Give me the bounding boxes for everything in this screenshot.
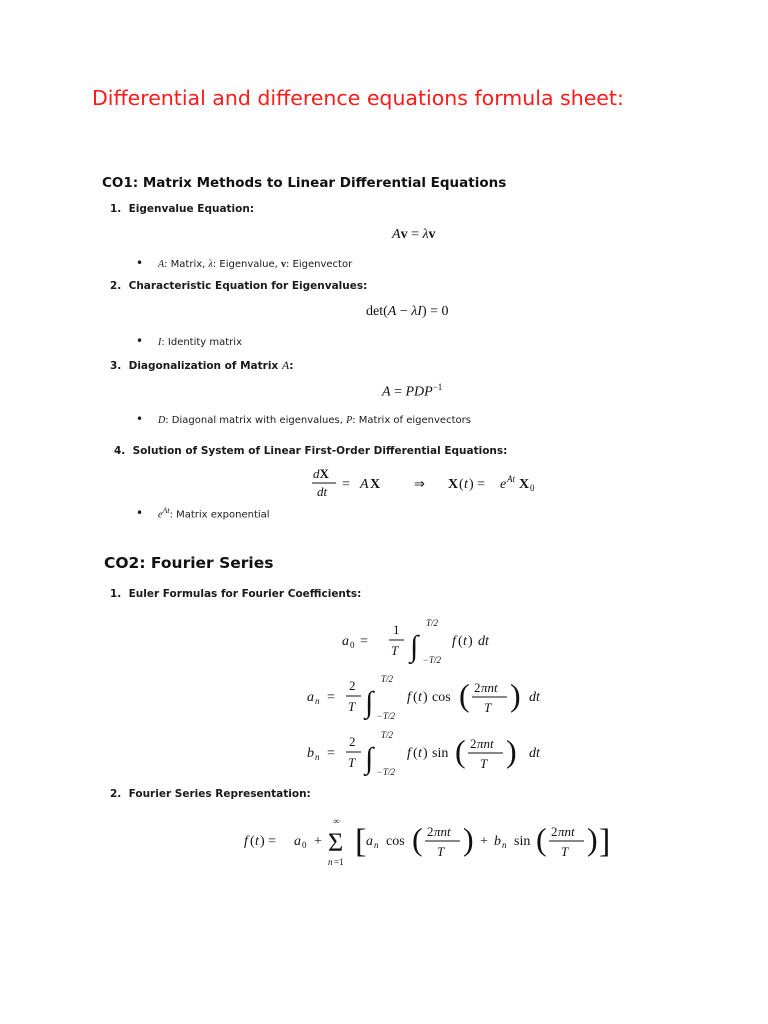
svg-text:+: + <box>314 834 322 849</box>
svg-text:T: T <box>561 844 569 859</box>
svg-text:=: = <box>342 477 350 492</box>
svg-text:): ) <box>510 677 521 713</box>
svg-text:2: 2 <box>551 824 558 839</box>
diagonalization-equation: $A = PDP^{-1}$ <box>382 382 443 400</box>
characteristic-equation: det(A − λI) = 0 <box>366 304 449 319</box>
svg-text:dt: dt <box>529 746 540 761</box>
svg-text:sin: sin <box>514 834 531 849</box>
svg-text:a: a <box>294 834 301 849</box>
svg-text:=: = <box>327 746 335 761</box>
item-label: Solution of System of Linear First-Order Differential Equations: <box>132 445 508 457</box>
svg-text:2: 2 <box>349 734 356 749</box>
svg-text:n: n <box>502 840 507 850</box>
item-label: Fourier Series Representation: <box>128 788 311 800</box>
co2-item-1 <box>110 588 361 600</box>
co1-bullet-4: • $e^{At}$: Matrix exponential <box>136 506 270 521</box>
svg-text:t: t <box>255 834 259 849</box>
svg-text:∞: ∞ <box>333 816 340 826</box>
eigenvalue-equation: Av = λv <box>392 227 436 242</box>
svg-text:(: ( <box>413 746 418 761</box>
svg-text:(: ( <box>459 477 464 492</box>
svg-text:dt: dt <box>478 634 489 649</box>
svg-text:t: t <box>418 690 422 705</box>
svg-text:[: [ <box>355 823 367 860</box>
svg-text:): ) <box>506 733 517 769</box>
svg-text:−: − <box>377 767 383 777</box>
svg-text:): ) <box>463 821 474 857</box>
co1-item-2 <box>110 280 367 292</box>
svg-text:⇒: ⇒ <box>414 476 425 491</box>
svg-text:πnt: πnt <box>434 824 451 839</box>
svg-text:(: ( <box>458 634 463 649</box>
svg-text:πnt: πnt <box>481 680 498 695</box>
svg-text:∫: ∫ <box>365 742 374 775</box>
item-number: 1. <box>110 588 122 600</box>
svg-text:∫: ∫ <box>410 630 419 663</box>
item-number: 2. <box>110 280 122 292</box>
svg-text:T/2: T/2 <box>383 767 396 777</box>
svg-text:∫: ∫ <box>365 686 374 719</box>
svg-text:t: t <box>418 746 422 761</box>
svg-text:T: T <box>437 844 445 859</box>
item-label: Euler Formulas for Fourier Coefficients: <box>128 588 362 600</box>
svg-text:+: + <box>480 834 488 849</box>
svg-text:sin: sin <box>432 746 449 761</box>
item-number: 4. <box>114 445 126 457</box>
an-formula <box>305 668 555 724</box>
svg-text:=: = <box>327 690 335 705</box>
svg-text:2: 2 <box>470 736 477 751</box>
svg-text:0: 0 <box>302 840 307 850</box>
svg-text:f: f <box>407 746 411 761</box>
svg-text:dt: dt <box>529 690 540 705</box>
svg-text:T/2: T/2 <box>429 655 442 665</box>
svg-text:1: 1 <box>393 622 400 637</box>
fourier-series-formula <box>242 812 617 872</box>
svg-text:): ) <box>587 821 598 857</box>
svg-text:): ) <box>423 746 428 761</box>
co1-item-1 <box>110 203 254 215</box>
svg-text:X: X <box>448 477 459 492</box>
svg-text:T/2: T/2 <box>381 730 394 740</box>
svg-text:): ) <box>423 690 428 705</box>
svg-text:cos: cos <box>386 834 405 849</box>
co1-heading: CO1: Matrix Methods to Linear Differential Equations <box>102 175 507 191</box>
co1-bullet-1: • A: Matrix, λ: Eigenvalue, v: Eigenvector <box>136 256 353 270</box>
svg-text:n: n <box>374 840 379 850</box>
svg-text:T/2: T/2 <box>426 618 439 628</box>
svg-text:) =: ) = <box>260 834 277 849</box>
svg-text:dX: dX <box>313 466 329 481</box>
svg-text:T/2: T/2 <box>381 674 394 684</box>
svg-text:b: b <box>307 746 314 761</box>
svg-text:n: n <box>315 696 320 706</box>
svg-text:t: t <box>463 634 467 649</box>
svg-text:b: b <box>494 834 501 849</box>
svg-text:f: f <box>407 690 411 705</box>
svg-text:(: ( <box>250 834 255 849</box>
page-title: Differential and difference equations formula sheet: <box>92 86 624 110</box>
svg-text:dt: dt <box>317 484 328 499</box>
svg-text:cos: cos <box>432 690 451 705</box>
svg-text:t: t <box>464 477 468 492</box>
svg-text:a: a <box>342 634 349 649</box>
svg-text:(: ( <box>536 821 547 857</box>
svg-text:a: a <box>307 690 314 705</box>
co2-item-2 <box>110 788 311 800</box>
svg-text:2: 2 <box>474 680 481 695</box>
svg-text:) =: ) = <box>469 477 486 492</box>
item-label: Characteristic Equation for Eigenvalues: <box>128 280 368 292</box>
ode-solution-equation <box>300 462 570 502</box>
a0-formula <box>340 612 520 668</box>
co1-bullet-2: • I: Identity matrix <box>136 334 242 348</box>
svg-text:(: ( <box>455 733 466 769</box>
svg-text:f: f <box>244 834 248 849</box>
svg-text:(: ( <box>459 677 470 713</box>
svg-text:n: n <box>328 857 333 867</box>
bn-formula <box>305 724 555 780</box>
svg-text:πnt: πnt <box>477 736 494 751</box>
svg-text:At: At <box>507 474 515 484</box>
svg-text:=1: =1 <box>334 857 344 867</box>
svg-text:f: f <box>452 634 456 649</box>
svg-text:T: T <box>348 755 356 770</box>
svg-text:X: X <box>370 477 381 492</box>
svg-text:): ) <box>468 634 473 649</box>
co2-heading: CO2: Fourier Series <box>104 554 274 572</box>
svg-text:T: T <box>484 700 492 715</box>
svg-text:e: e <box>500 477 507 492</box>
co1-item-4 <box>114 445 507 457</box>
svg-text:Σ: Σ <box>328 828 344 857</box>
co1-item-3: 3. Diagonalization of Matrix A: <box>110 358 294 372</box>
svg-text:−: − <box>423 655 429 665</box>
svg-text:]: ] <box>599 823 611 860</box>
svg-text:πnt: πnt <box>558 824 575 839</box>
co1-bullet-3: • D: Diagonal matrix with eigenvalues, P: Matrix of eigenvectors <box>136 412 471 426</box>
svg-text:X: X <box>519 477 530 492</box>
svg-text:0: 0 <box>350 640 355 650</box>
svg-text:2: 2 <box>349 678 356 693</box>
item-number: 3. <box>110 360 122 372</box>
svg-text:−: − <box>377 711 383 721</box>
item-number: 2. <box>110 788 122 800</box>
svg-text:T: T <box>391 643 399 658</box>
svg-text:T/2: T/2 <box>383 711 396 721</box>
svg-text:T: T <box>348 699 356 714</box>
svg-text:(: ( <box>412 821 423 857</box>
svg-text:2: 2 <box>427 824 434 839</box>
svg-text:n: n <box>315 752 320 762</box>
svg-text:A: A <box>360 477 369 492</box>
svg-text:(: ( <box>413 690 418 705</box>
svg-text:=: = <box>360 634 368 649</box>
svg-text:a: a <box>366 834 373 849</box>
svg-text:0: 0 <box>530 483 535 493</box>
svg-text:T: T <box>480 756 488 771</box>
item-label: Diagonalization of Matrix <box>128 360 282 372</box>
item-number: 1. <box>110 203 122 215</box>
item-label: Eigenvalue Equation: <box>128 203 255 215</box>
